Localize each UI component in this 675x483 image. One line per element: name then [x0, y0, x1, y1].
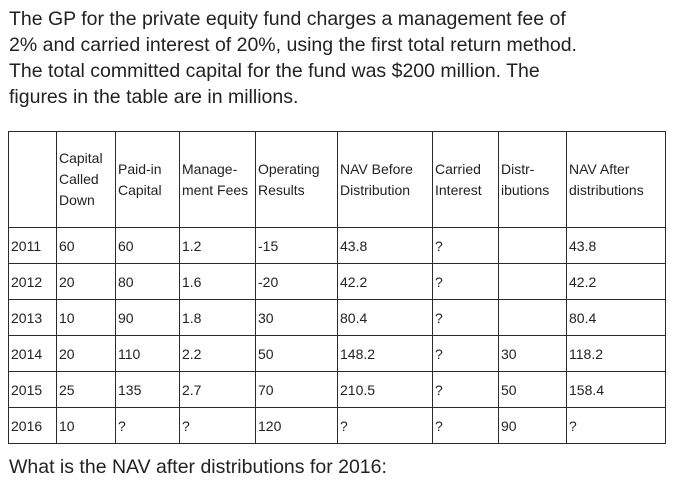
cell-capital-called-down: 10: [57, 408, 116, 444]
cell-nav-after-distributions: 80.4: [567, 300, 666, 336]
cell-operating-results: 70: [256, 372, 338, 408]
cell-nav-before-distribution: 42.2: [338, 264, 433, 300]
cell-nav-before-distribution: 43.8: [338, 228, 433, 264]
intro-line: The GP for the private equity fund charges a management fee of: [9, 8, 566, 30]
cell-nav-before-distribution: 80.4: [338, 300, 433, 336]
cell-carried-interest: ?: [433, 264, 499, 300]
cell-paid-in-capital: 135: [116, 372, 180, 408]
cell-nav-after-distributions: 158.4: [567, 372, 666, 408]
table-row: [9, 372, 666, 408]
cell-year: 2011: [9, 228, 57, 264]
header-nav-after-distributions: NAV After distributions: [567, 132, 666, 228]
cell-operating-results: 50: [256, 336, 338, 372]
cell-operating-results: 30: [256, 300, 338, 336]
cell-year: 2013: [9, 300, 57, 336]
cell-distributions: 30: [499, 336, 567, 372]
cell-distributions: [499, 228, 567, 264]
cell-nav-before-distribution: 148.2: [338, 336, 433, 372]
cell-paid-in-capital: 110: [116, 336, 180, 372]
cell-year: 2016: [9, 408, 57, 444]
cell-operating-results: -20: [256, 264, 338, 300]
cell-nav-after-distributions: ?: [567, 408, 666, 444]
header-nav-before-distribution: NAV Before Distribution: [338, 132, 433, 228]
cell-distributions: 50: [499, 372, 567, 408]
cell-paid-in-capital: ?: [116, 408, 180, 444]
cell-operating-results: -15: [256, 228, 338, 264]
header-management-fees: Manage-ment Fees: [180, 132, 256, 228]
cell-capital-called-down: 10: [57, 300, 116, 336]
cell-carried-interest: ?: [433, 228, 499, 264]
cell-nav-after-distributions: 43.8: [567, 228, 666, 264]
intro-line: 2% and carried interest of 20%, using the first total return method.: [9, 34, 577, 56]
cell-nav-after-distributions: 42.2: [567, 264, 666, 300]
cell-management-fees: 1.6: [180, 264, 256, 300]
fund-table: [8, 131, 666, 444]
cell-management-fees: ?: [180, 408, 256, 444]
intro-line: figures in the table are in millions.: [9, 86, 299, 108]
intro-line: The total committed capital for the fund was $200 million. The: [9, 60, 540, 82]
cell-paid-in-capital: 60: [116, 228, 180, 264]
header-capital-called-down: Capital Called Down: [57, 132, 116, 228]
cell-carried-interest: ?: [433, 336, 499, 372]
header-distributions: Distr-ibutions: [499, 132, 567, 228]
header-year: [9, 132, 57, 228]
cell-carried-interest: ?: [433, 300, 499, 336]
cell-distributions: 90: [499, 408, 567, 444]
cell-operating-results: 120: [256, 408, 338, 444]
cell-capital-called-down: 20: [57, 336, 116, 372]
cell-capital-called-down: 25: [57, 372, 116, 408]
table-row: [9, 408, 666, 444]
table-row: [9, 300, 666, 336]
header-carried-interest: Carried Interest: [433, 132, 499, 228]
header-paid-in-capital: Paid-in Capital: [116, 132, 180, 228]
cell-management-fees: 1.2: [180, 228, 256, 264]
cell-nav-before-distribution: 210.5: [338, 372, 433, 408]
cell-capital-called-down: 20: [57, 264, 116, 300]
table-row: [9, 336, 666, 372]
table-header-row: [9, 132, 666, 228]
cell-year: 2012: [9, 264, 57, 300]
cell-year: 2015: [9, 372, 57, 408]
table-row: [9, 228, 666, 264]
cell-management-fees: 2.7: [180, 372, 256, 408]
cell-carried-interest: ?: [433, 408, 499, 444]
cell-management-fees: 1.8: [180, 300, 256, 336]
problem-statement: [9, 6, 669, 110]
cell-distributions: [499, 300, 567, 336]
cell-management-fees: 2.2: [180, 336, 256, 372]
cell-carried-interest: ?: [433, 372, 499, 408]
table-row: [9, 264, 666, 300]
cell-nav-before-distribution: ?: [338, 408, 433, 444]
header-operating-results: Operating Results: [256, 132, 338, 228]
cell-paid-in-capital: 80: [116, 264, 180, 300]
cell-capital-called-down: 60: [57, 228, 116, 264]
cell-distributions: [499, 264, 567, 300]
cell-paid-in-capital: 90: [116, 300, 180, 336]
cell-year: 2014: [9, 336, 57, 372]
question-text: What is the NAV after distributions for 2016:: [9, 456, 387, 478]
cell-nav-after-distributions: 118.2: [567, 336, 666, 372]
